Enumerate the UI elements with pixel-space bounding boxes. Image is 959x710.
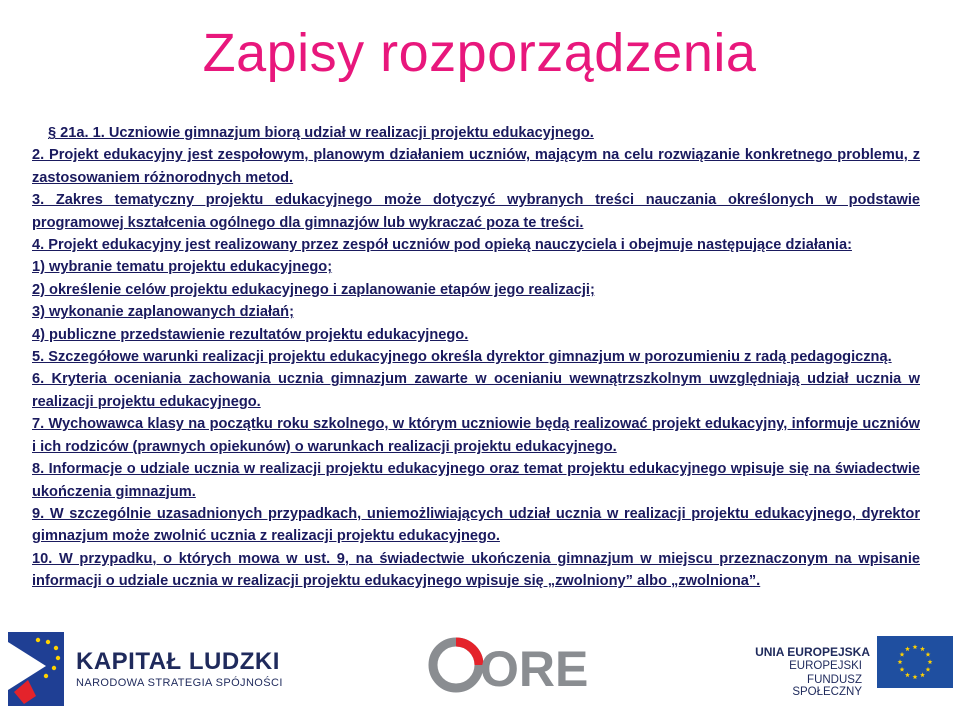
paragraph-5: 5. Szczegółowe warunki realizacji projektu edukacyjnego określa dyrektor gimnazjum w porozumieniu z radą pedagogiczną. — [32, 349, 892, 366]
list-item-4: 4) publiczne przedstawienie rezultatów projektu edukacyjnego. — [32, 326, 469, 343]
paragraph-7: 7. Wychowawca klasy na początku roku szkolnego, w którym uczniowie będą realizować projekt edukacyjny, informuje uczniów i ich rodziców (prawnych opiekunów) o warunkach realizacji projektu edukacyjnego. — [32, 416, 920, 455]
paragraph-4: 4. Projekt edukacyjny jest realizowany przez zespół uczniów pod opieką nauczyciela i obejmuje następujące działania: — [32, 237, 852, 254]
ore-logo-icon — [428, 634, 589, 697]
paragraph-3: 3. Zakres tematyczny projektu edukacyjnego może dotyczyć wybranych treści nauczania określonych w podstawie programowej kształcenia ogólnego dla gimnazjów lub wykraczać poza te treści. — [32, 192, 920, 231]
kapital-ludzki-title: KAPITAŁ LUDZKI — [76, 648, 280, 675]
list-item-3: 3) wykonanie zaplanowanych działań; — [32, 304, 294, 321]
kapital-ludzki-logo-icon — [8, 632, 64, 706]
paragraph-8: 8. Informacje o udziale ucznia w realizacji projektu edukacyjnego oraz temat projektu edukacyjnego wpisuje się na świadectwie ukończenia gimnazjum. — [32, 461, 920, 500]
eu-line-2: FUNDUSZ SPOŁECZNY — [792, 674, 862, 698]
page-title: Zapisy rozporządzenia — [202, 23, 757, 83]
list-item-2: 2) określenie celów projektu edukacyjnego i zaplanowanie etapów jego realizacji; — [32, 281, 595, 298]
paragraph-6: 6. Kryteria oceniania zachowania ucznia gimnazjum zawarte w ocenianiu wewnątrzszkolnym uwzględniają udział ucznia w realizacji projektu edukacyjnego. — [32, 371, 920, 410]
eu-line-1: EUROPEJSKI — [789, 660, 862, 672]
paragraph-9: 9. W szczególnie uzasadnionych przypadkach, uniemożliwiających udział ucznia w realizacji projektu edukacyjnego, dyrektor gimnazjum może zwolnić ucznia z realizacji projektu edukacyjnego. — [32, 505, 920, 545]
eu-title: UNIA EUROPEJSKA — [755, 645, 870, 659]
regulation-text — [32, 122, 920, 593]
list-item-1: 1) wybranie tematu projektu edukacyjnego; — [32, 259, 333, 276]
paragraph-10: 10. W przypadku, o których mowa w ust. 9, na świadectwie ukończenia gimnazjum w miejscu przeznaczonym na wpisanie informacji o udziale ucznia w realizacji projektu edukacyjnego wpisuje się „zwolniony” albo „zwolniona”. — [32, 550, 920, 590]
paragraph-1: § 21a. 1. Uczniowie gimnazjum biorą udział w realizacji projektu edukacyjnego. — [48, 125, 594, 141]
paragraph-2: 2. Projekt edukacyjny jest zespołowym, planowym działaniem uczniów, mającym na celu rozwiązanie konkretnego problemu, z zastosowaniem różnorodnych metod. — [32, 147, 920, 186]
eu-flag-icon — [877, 636, 953, 688]
ore-text: ORE — [480, 641, 589, 697]
kapital-ludzki-subtitle: NARODOWA STRATEGIA SPÓJNOŚCI — [76, 677, 283, 689]
